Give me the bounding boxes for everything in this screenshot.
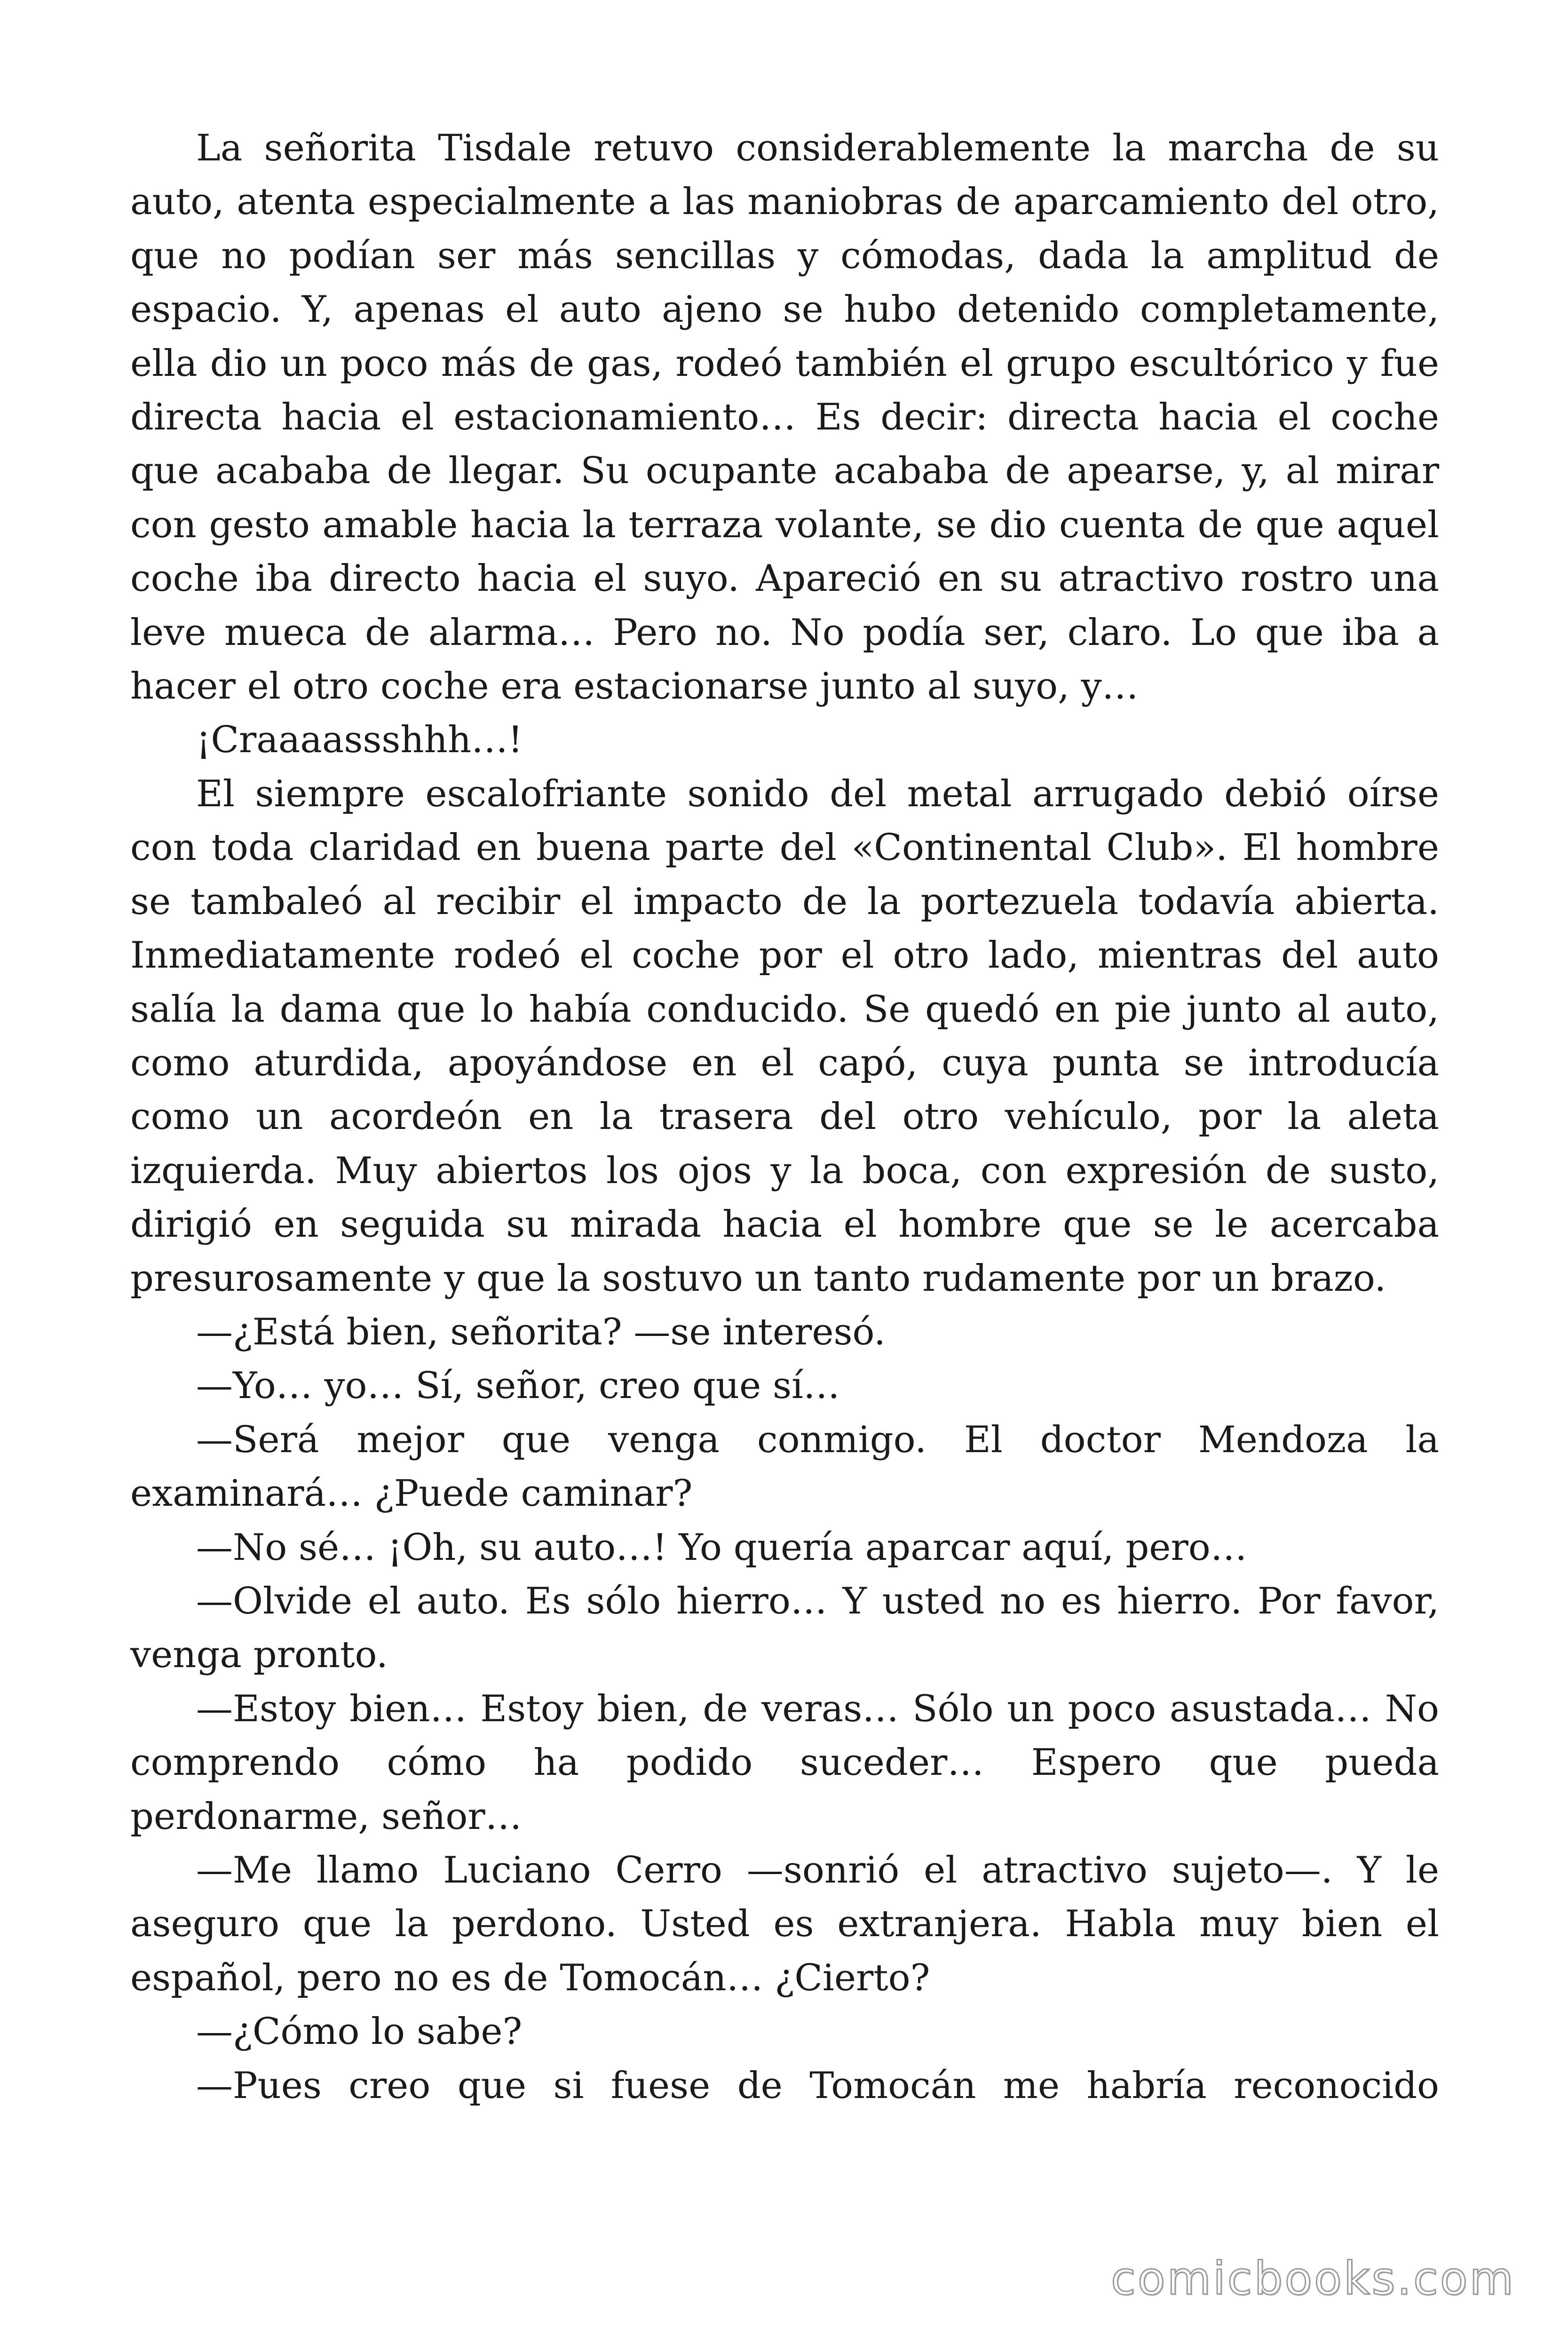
watermark: comicbooks.com: [1110, 2252, 1515, 2305]
dialogue-line: —Pues creo que si fuese de Tomocán me habría reconocido: [196, 2064, 1439, 2107]
body-text: [130, 121, 1439, 2113]
dialogue-line: —¿Está bien, señorita? —se interesó.: [196, 1311, 886, 1353]
dialogue-line: —¿Cómo lo sabe?: [196, 2010, 523, 2053]
paragraph: El siempre escalofriante sonido del metal arrugado debió oírse con toda claridad en buena parte del «Continental Club». El hombre se tambaleó al recibir el impacto de la portezuela todavía abierta. Inmediatamente rodeó el coche por el otro lado, mientras del auto salía la dama que lo había conducido. Se quedó en pie junto al auto, como aturdida, apoyándose en el capó, cuya punta se introducía como un acordeón en la trasera del otro vehículo, por la aleta izquierda. Muy abiertos los ojos y la boca, con expresión de susto, dirigió en seguida su mirada hacia el hombre que se le acercaba presurosamente y que la sostuvo un tanto rudamente por un brazo.: [130, 772, 1439, 1300]
dialogue-line: —Será mejor que venga conmigo. El doctor Mendoza la examinará… ¿Puede caminar?: [130, 1418, 1439, 1515]
dialogue-line: —Me llamo Luciano Cerro —sonrió el atractivo sujeto—. Y le aseguro que la perdono. Usted es extranjera. Habla muy bien el español, pero no es de Tomocán… ¿Cierto?: [130, 1849, 1439, 1999]
dialogue-line: —Estoy bien… Estoy bien, de veras… Sólo un poco asustada… No comprendo cómo ha podido suceder… Espero que pueda perdonarme, señor…: [130, 1687, 1439, 1838]
paragraph: La señorita Tisdale retuvo considerablemente la marcha de su auto, atenta especialmente a las maniobras de aparcamiento del otro, que no podían ser más sencillas y cómodas, dada la amplitud de espacio. Y, apenas el auto ajeno se hubo detenido completamente, ella dio un poco más de gas, rodeó también el grupo escultórico y fue directa hacia el estacionamiento… Es decir: directa hacia el coche que acababa de llegar. Su ocupante acababa de apearse, y, al mirar con gesto amable hacia la terraza volante, se dio cuenta de que aquel coche iba directo hacia el suyo. Apareció en su atractivo rostro una leve mueca de alarma… Pero no. No podía ser, claro. Lo que iba a hacer el otro coche era estacionarse junto al suyo, y…: [130, 127, 1439, 708]
paragraph: ¡Craaaassshhh…!: [196, 719, 523, 762]
dialogue-line: —No sé… ¡Oh, su auto…! Yo quería aparcar aquí, pero…: [196, 1526, 1247, 1569]
dialogue-line: —Olvide el auto. Es sólo hierro… Y usted no es hierro. Por favor, venga pronto.: [130, 1580, 1439, 1677]
dialogue-line: —Yo… yo… Sí, señor, creo que sí…: [196, 1365, 840, 1407]
